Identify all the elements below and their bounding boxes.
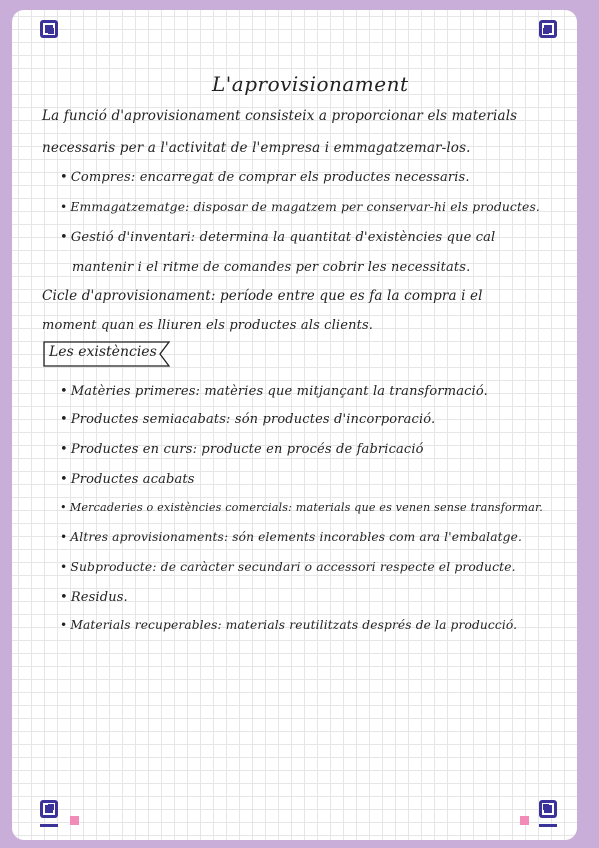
- list-item: • Matèries primeres: matèries que mitjançant la transformació.: [60, 384, 488, 399]
- handwritten-notes: [12, 10, 577, 840]
- section-heading: [43, 341, 173, 367]
- cycle-line: moment quan es lliuren els productes als clients.: [42, 318, 374, 333]
- list-item: • Productes semiacabats: són productes d'incorporació.: [60, 412, 435, 427]
- list-item: • Gestió d'inventari: determina la quantitat d'existències que cal: [60, 230, 495, 245]
- page-title: L'aprovisionament: [212, 72, 409, 96]
- list-item: • Altres aprovisionaments: són elements incorables com ara l'embalatge.: [60, 530, 522, 544]
- list-item: • Productes en curs: producte en procés de fabricació: [60, 442, 424, 457]
- list-item-continuation: mantenir i el ritme de comandes per cobrir les necessitats.: [72, 260, 471, 275]
- list-item: • Compres: encarregat de comprar els productes necessaris.: [60, 170, 470, 185]
- list-item: • Materials recuperables: materials reutilitzats després de la producció.: [60, 618, 517, 632]
- intro-line: La funció d'aprovisionament consisteix a proporcionar els materials: [42, 108, 518, 124]
- notebook-page: [12, 10, 577, 840]
- list-item: • Residus.: [60, 590, 128, 605]
- section-title: Les existències: [49, 344, 157, 360]
- list-item: • Mercaderies o existències comercials: materials que es venen sense transformar.: [60, 501, 543, 514]
- intro-line: necessaris per a l'activitat de l'empresa i emmagatzemar-los.: [42, 140, 471, 156]
- list-item: • Productes acabats: [60, 472, 195, 487]
- list-item: • Subproducte: de caràcter secundari o accessori respecte el producte.: [60, 560, 516, 574]
- list-item: • Emmagatzematge: disposar de magatzem per conservar-hi els productes.: [60, 200, 540, 214]
- cycle-line: Cicle d'aprovisionament: període entre que es fa la compra i el: [42, 288, 483, 304]
